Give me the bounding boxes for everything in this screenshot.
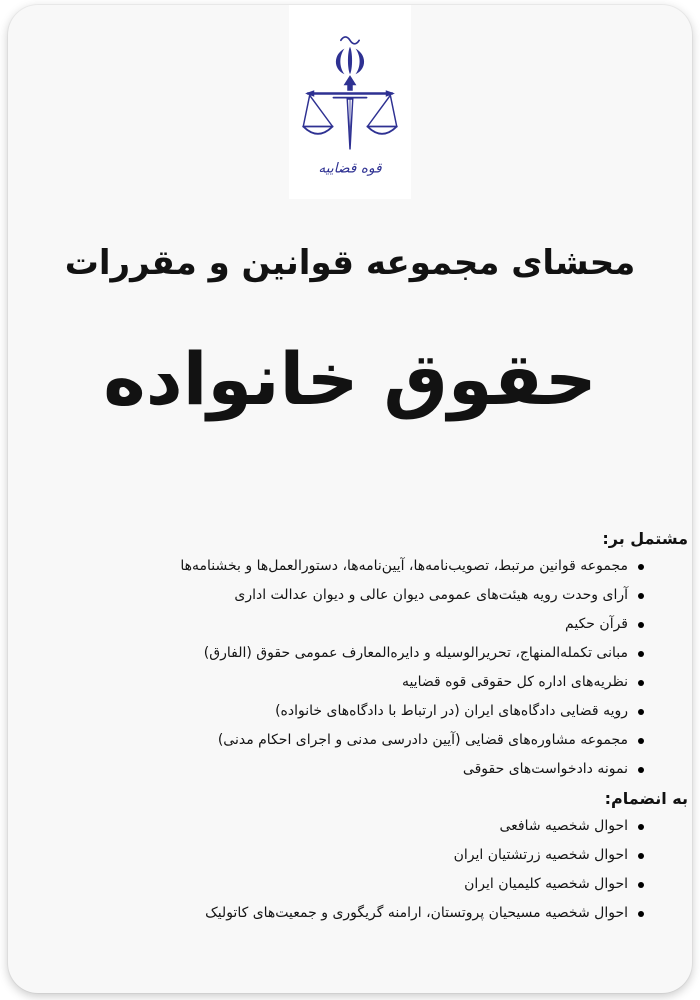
bullet-icon [638,709,644,715]
list-item [28,760,688,779]
list-item-text: احوال شخصیه مسیحیان پروتستان، ارامنه گریگوری و جمعیت‌های کاتولیک [205,905,628,921]
bullet-icon [638,622,644,628]
list-item-text: نظریه‌های اداره کل حقوقی قوه قضاییه [401,674,628,690]
list-item [28,644,688,663]
list-item-text: آرای وحدت رویه هیئت‌های عمومی دیوان عالی و دیوان عدالت اداری [234,587,628,603]
bullet-icon [638,651,644,657]
list-item-text: مجموعه قوانین مرتبط، تصویب‌نامه‌ها، آیین‌نامه‌ها، دستورالعمل‌ها و بخشنامه‌ها [180,558,628,574]
list-item-text: احوال شخصیه شافعی [499,818,628,834]
bullet-icon [638,680,644,686]
list-item-text: رویه قضایی دادگاه‌های ایران (در ارتباط با دادگاه‌های خانواده) [275,703,628,719]
list-item-text: احوال شخصیه کلیمیان ایران [464,876,628,892]
list-item [28,904,688,923]
list-item [28,875,688,894]
logo-caption: قوه قضاییه [318,160,382,177]
cover-card [8,5,692,993]
list-item [28,702,688,721]
section-heading-annexed: به انضمام: [604,789,688,808]
list-item-text: احوال شخصیه زرتشتیان ایران [453,847,628,863]
judiciary-scales-icon [295,29,405,191]
list-item-text: قرآن حکیم [565,616,628,632]
bullet-icon [638,853,644,859]
list-item [28,557,688,576]
list-item [28,846,688,865]
list-item [28,615,688,634]
book-title: حقوق خانواده [103,337,597,421]
bullet-icon [638,767,644,773]
bullet-icon [638,738,644,744]
series-title: محشای مجموعه قوانین و مقررات [64,243,636,283]
list-item [28,586,688,605]
list-item-text: نمونه دادخواست‌های حقوقی [462,761,628,777]
bullet-icon [638,593,644,599]
section-heading-contains: مشتمل بر: [602,529,688,548]
bullet-icon [638,824,644,830]
list-item [28,817,688,836]
logo-plate [289,5,411,199]
bullet-icon [638,911,644,917]
bullet-icon [638,564,644,570]
list-item [28,673,688,692]
list-item [28,731,688,750]
contents-block [28,529,688,933]
bullet-icon [638,882,644,888]
list-item-text: مجموعه مشاوره‌های قضایی (آیین دادرسی مدنی و اجرای احکام مدنی) [217,732,628,748]
list-item-text: مبانی تکمله‌المنهاج، تحریرالوسیله و دایره‌المعارف عمومی حقوق (الفارق) [203,645,628,661]
